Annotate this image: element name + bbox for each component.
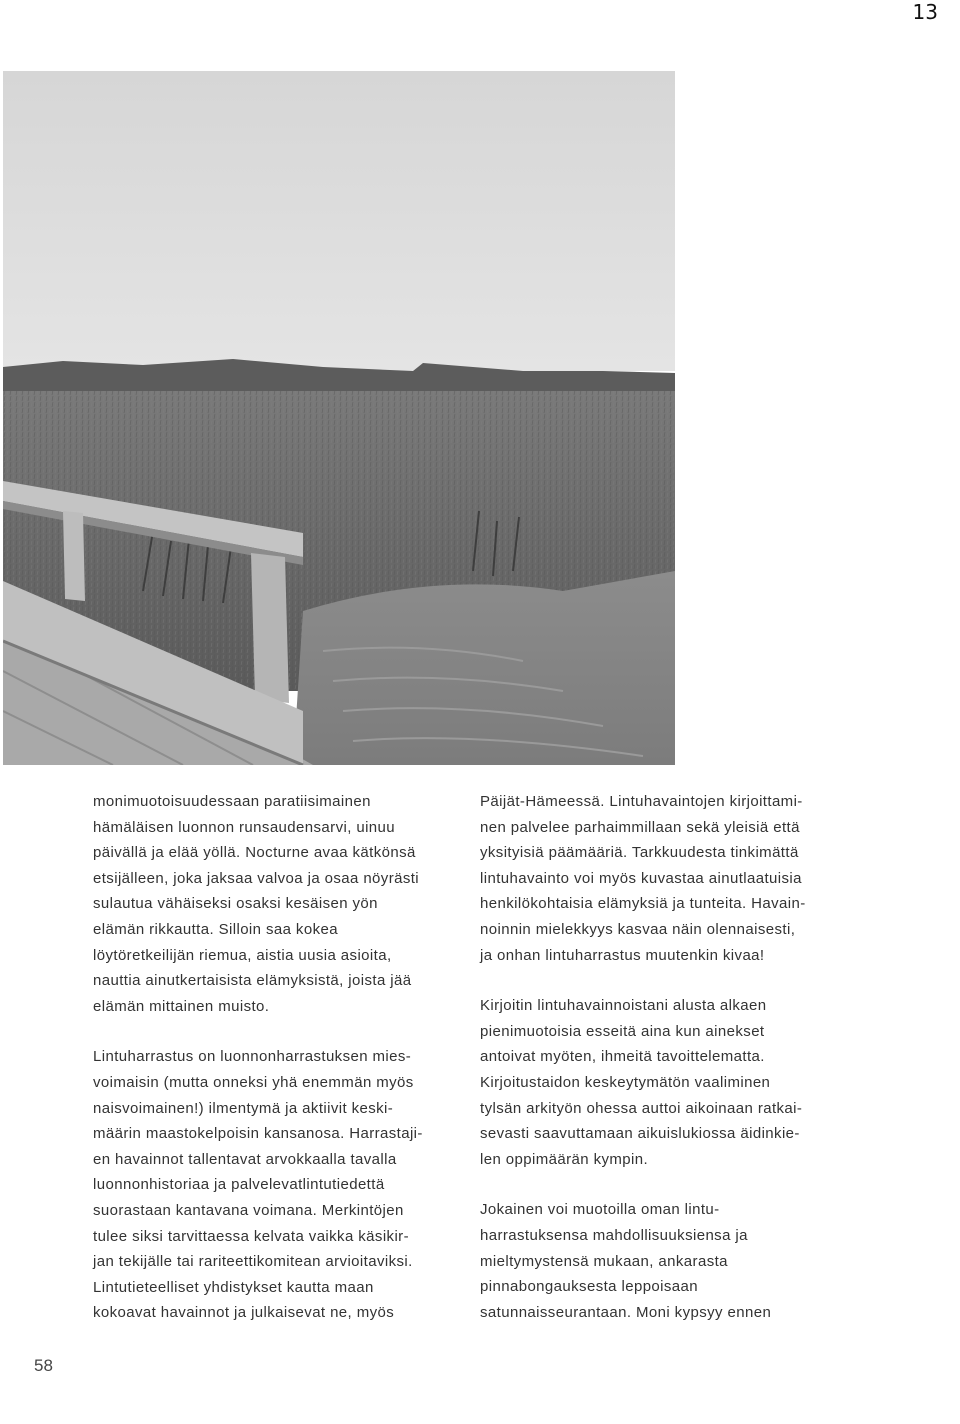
page-number-top: 13 bbox=[912, 0, 938, 24]
right-paragraph-3: Jokainen voi muotoilla oman lintu- harrastuksensa mahdollisuuksiensa ja mieltymystensä mukaan, ankarasta pinnabongauksesta leppoisaan satunnaisseurantaan. Moni kypsyy ennen bbox=[480, 1201, 772, 1321]
right-paragraph-1: Päijät-Hämeessä. Lintuhavaintojen kirjoittami- nen palvelee parhaimmillaan sekä yleisiä että yksityisiä päämääriä. Tarkkuudesta tinkimättä lintuhavainto voi myös kuvastaa ainutlaatuisia henkilökohtaisia elämyksiä ja tunteita. Havain- noinnin mielekkyys kasvaa näin olennaisesti, ja onhan lintuharrastus muutenkin kivaa! bbox=[480, 793, 806, 964]
left-paragraph-2: Lintuharrastus on luonnonharrastuksen mies- voimaisin (mutta onneksi yhä enemmän myös naisvoimainen!) ilmentymä ja aktiivit keski- määrin maastokelpoisin kansanosa. Harrastaji- en havainnot tallentavat arvokkaalla tavalla luonnonhistoriaa ja palvelevatlintutiedettä suorastaan kantavana voimana. Merkintöjen tulee siksi tarvittaessa kelvata vaikka käsikir- jan tekijälle tai rariteettikomitean arvioitaviksi. Lintutieteelliset yhdistykset kautta maan kokoavat havainnot ja julkaisevat ne, myös bbox=[93, 1048, 423, 1322]
landscape-photo-icon bbox=[3, 71, 675, 765]
marsh-bridge-photo bbox=[3, 71, 675, 765]
left-text-column bbox=[93, 789, 463, 1326]
page-number-bottom: 58 bbox=[34, 1356, 53, 1375]
right-paragraph-2: Kirjoitin lintuhavainnoistani alusta alkaen pienimuotoisia esseitä aina kun ainekset antoivat myöten, ihmeitä tavoittelematta. Kirjoitustaidon keskeytymätön vaaliminen tylsän arkityön ohessa auttoi aikoinaan ratkai- sevasti saavuttamaan aikuislukiossa äidinkie- len oppimäärän kympin. bbox=[480, 997, 803, 1168]
right-text-column bbox=[480, 789, 855, 1325]
left-paragraph-1: monimuotoisuudessaan paratiisimainen hämäläisen luonnon runsaudensarvi, uinuu päivällä ja elää yöllä. Nocturne avaa kätkönsä etsijälleen, joka jaksaa valvoa ja osaa nöyrästi sulautua vähäiseksi osaksi kesäisen yön elämän rikkautta. Silloin saa kokea löytöretkeilijän riemua, aistia uusia asioita, nauttia ainutkertaisista elämyksistä, joista jää elämän mittainen muisto. bbox=[93, 793, 420, 1015]
